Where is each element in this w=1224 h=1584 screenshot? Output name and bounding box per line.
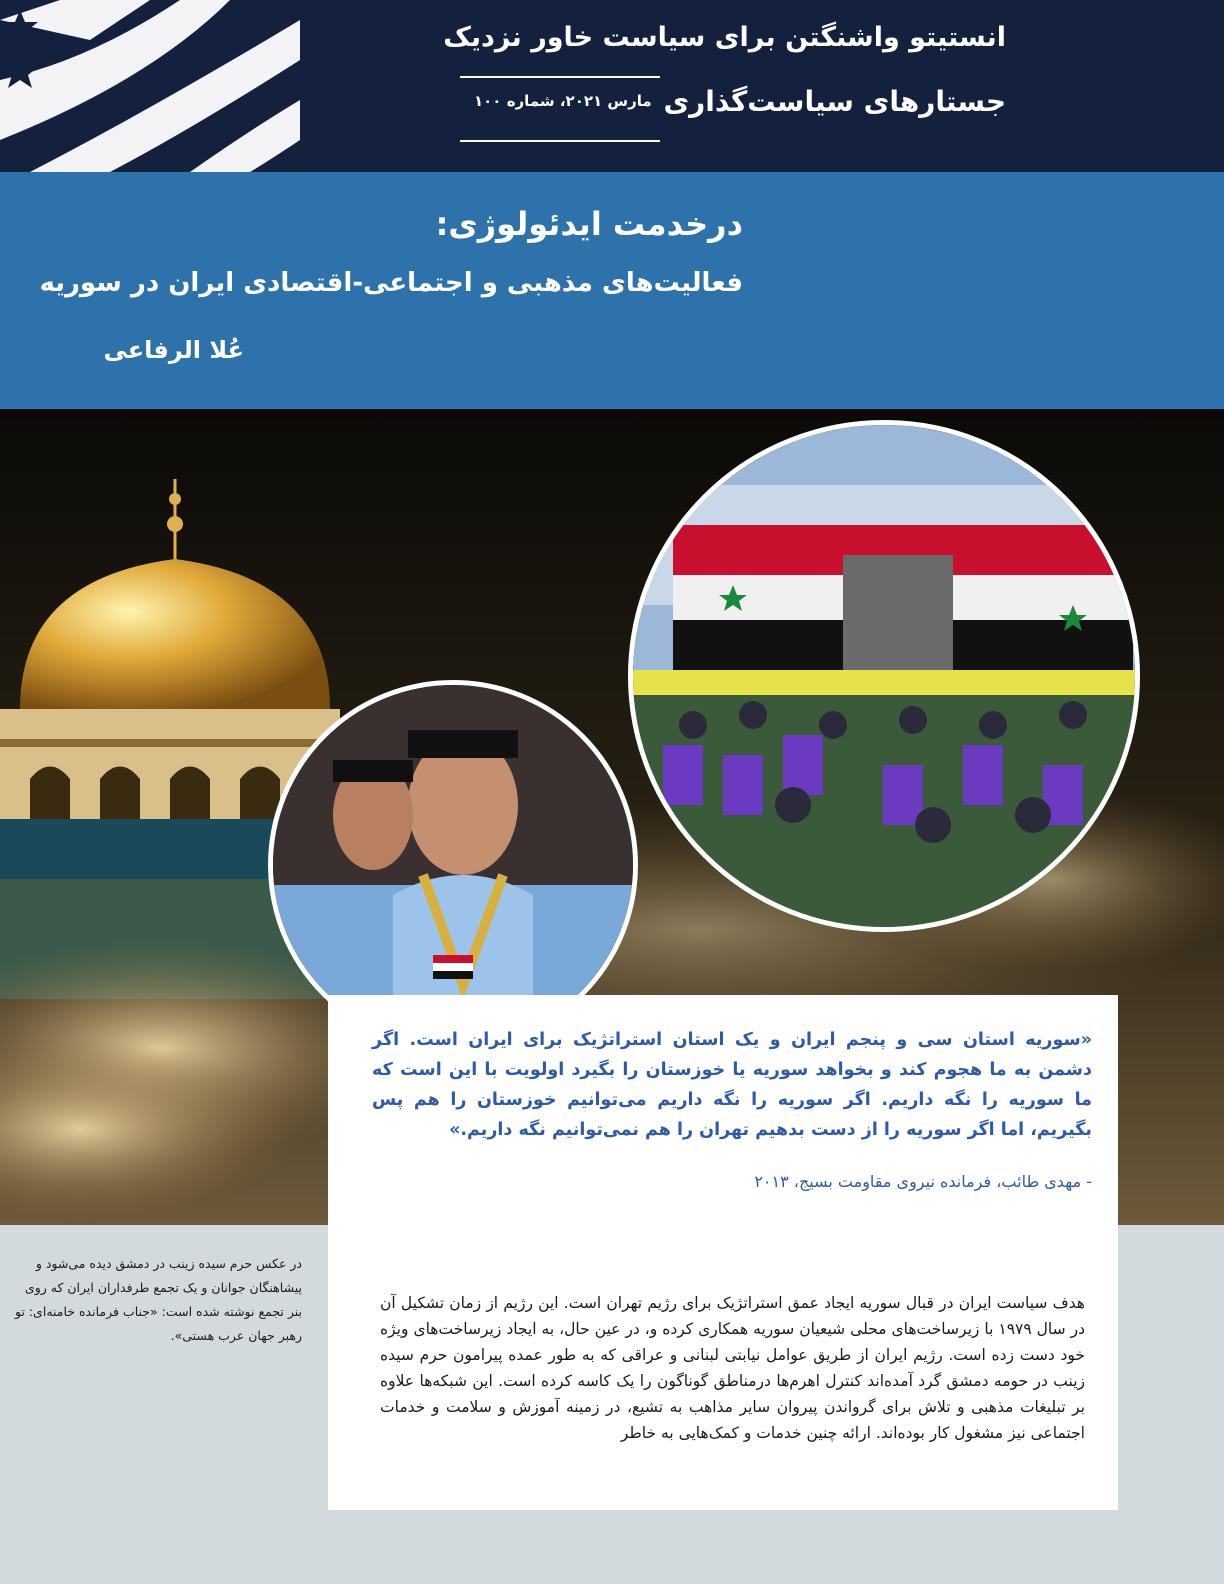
institute-name: انستیتو واشنگتن برای سیاست خاور نزدیک: [443, 22, 1006, 53]
author-name: عُلا الرفاعی: [103, 336, 244, 364]
header-divider: [460, 140, 660, 142]
page-subtitle: فعالیت‌های مذهبی و اجتماعی-اقتصادی ایران در سوریه: [39, 268, 743, 298]
series-title: جستارهای سیاست‌گذاری: [663, 85, 1006, 118]
page-title: درخدمت ایدئولوژی:: [435, 205, 743, 243]
header-divider: [460, 76, 660, 78]
institute-logo: [0, 0, 300, 172]
quote-attribution: - مهدی طائب، فرمانده نیروی مقاومت بسیج، ۲۰۱۳: [754, 1172, 1092, 1191]
issue-info: مارس ۲۰۲۱، شماره ۱۰۰: [474, 92, 652, 110]
photo-caption: در عکس حرم سیده زینب در دمشق دیده می‌شود و پیشاهنگان جوانان و یک تجمع طرفداران ایران که روی بنر تجمع نوشته شده است: «جناب فرمانده خامنه‌ای: تو رهبر جهان عرب هستی».: [14, 1256, 302, 1343]
article-body: هدف سیاست ایران در قبال سوریه ایجاد عمق استراتژیک برای رژیم تهران است. این رژیم از زمان تشکیل آن در سال ۱۹۷۹ با زیرساخت‌های محلی شیعیان سوریه همکاری کرده و، در عین حال، به ایجاد زیرساخت‌های ویژه خود دست زده است. رژیم ایران از طریق عوامل نیابتی لبنانی و عراقی که به طور عمده پیرامون حرم سیده زینب در حومه دمشق گرد آمده‌اند کنترل اهرم‌ها درمناطق گوناگون را یک کاسه کرده است. این شبکه‌ها علاوه بر تبلیغات مذهبی و تلاش برای گرواندن پیروان سایر مذاهب به تشیع، در زمینه آموزش و سلامت و خدمات اجتماعی نیز مشغول کار بوده‌اند. ارائه چنین خدمات و کمک‌هایی به خاطر: [380, 1294, 1085, 1442]
rally-photo: [628, 420, 1140, 932]
pull-quote: «سوریه استان سی و پنجم ایران و یک استان استراتژیک برای ایران است. اگر دشمن به ما هجوم کند و بخواهد سوریه یا خوزستان را بگیرد اولویت با این است که ما سوریه را نگه داریم. اگر سوریه را نگه داریم می‌توانیم خوزستان را هم پس بگیریم، اما اگر سوریه را از دست بدهیم تهران را هم نمی‌توانیم نگه داریم.»: [372, 1030, 1092, 1140]
